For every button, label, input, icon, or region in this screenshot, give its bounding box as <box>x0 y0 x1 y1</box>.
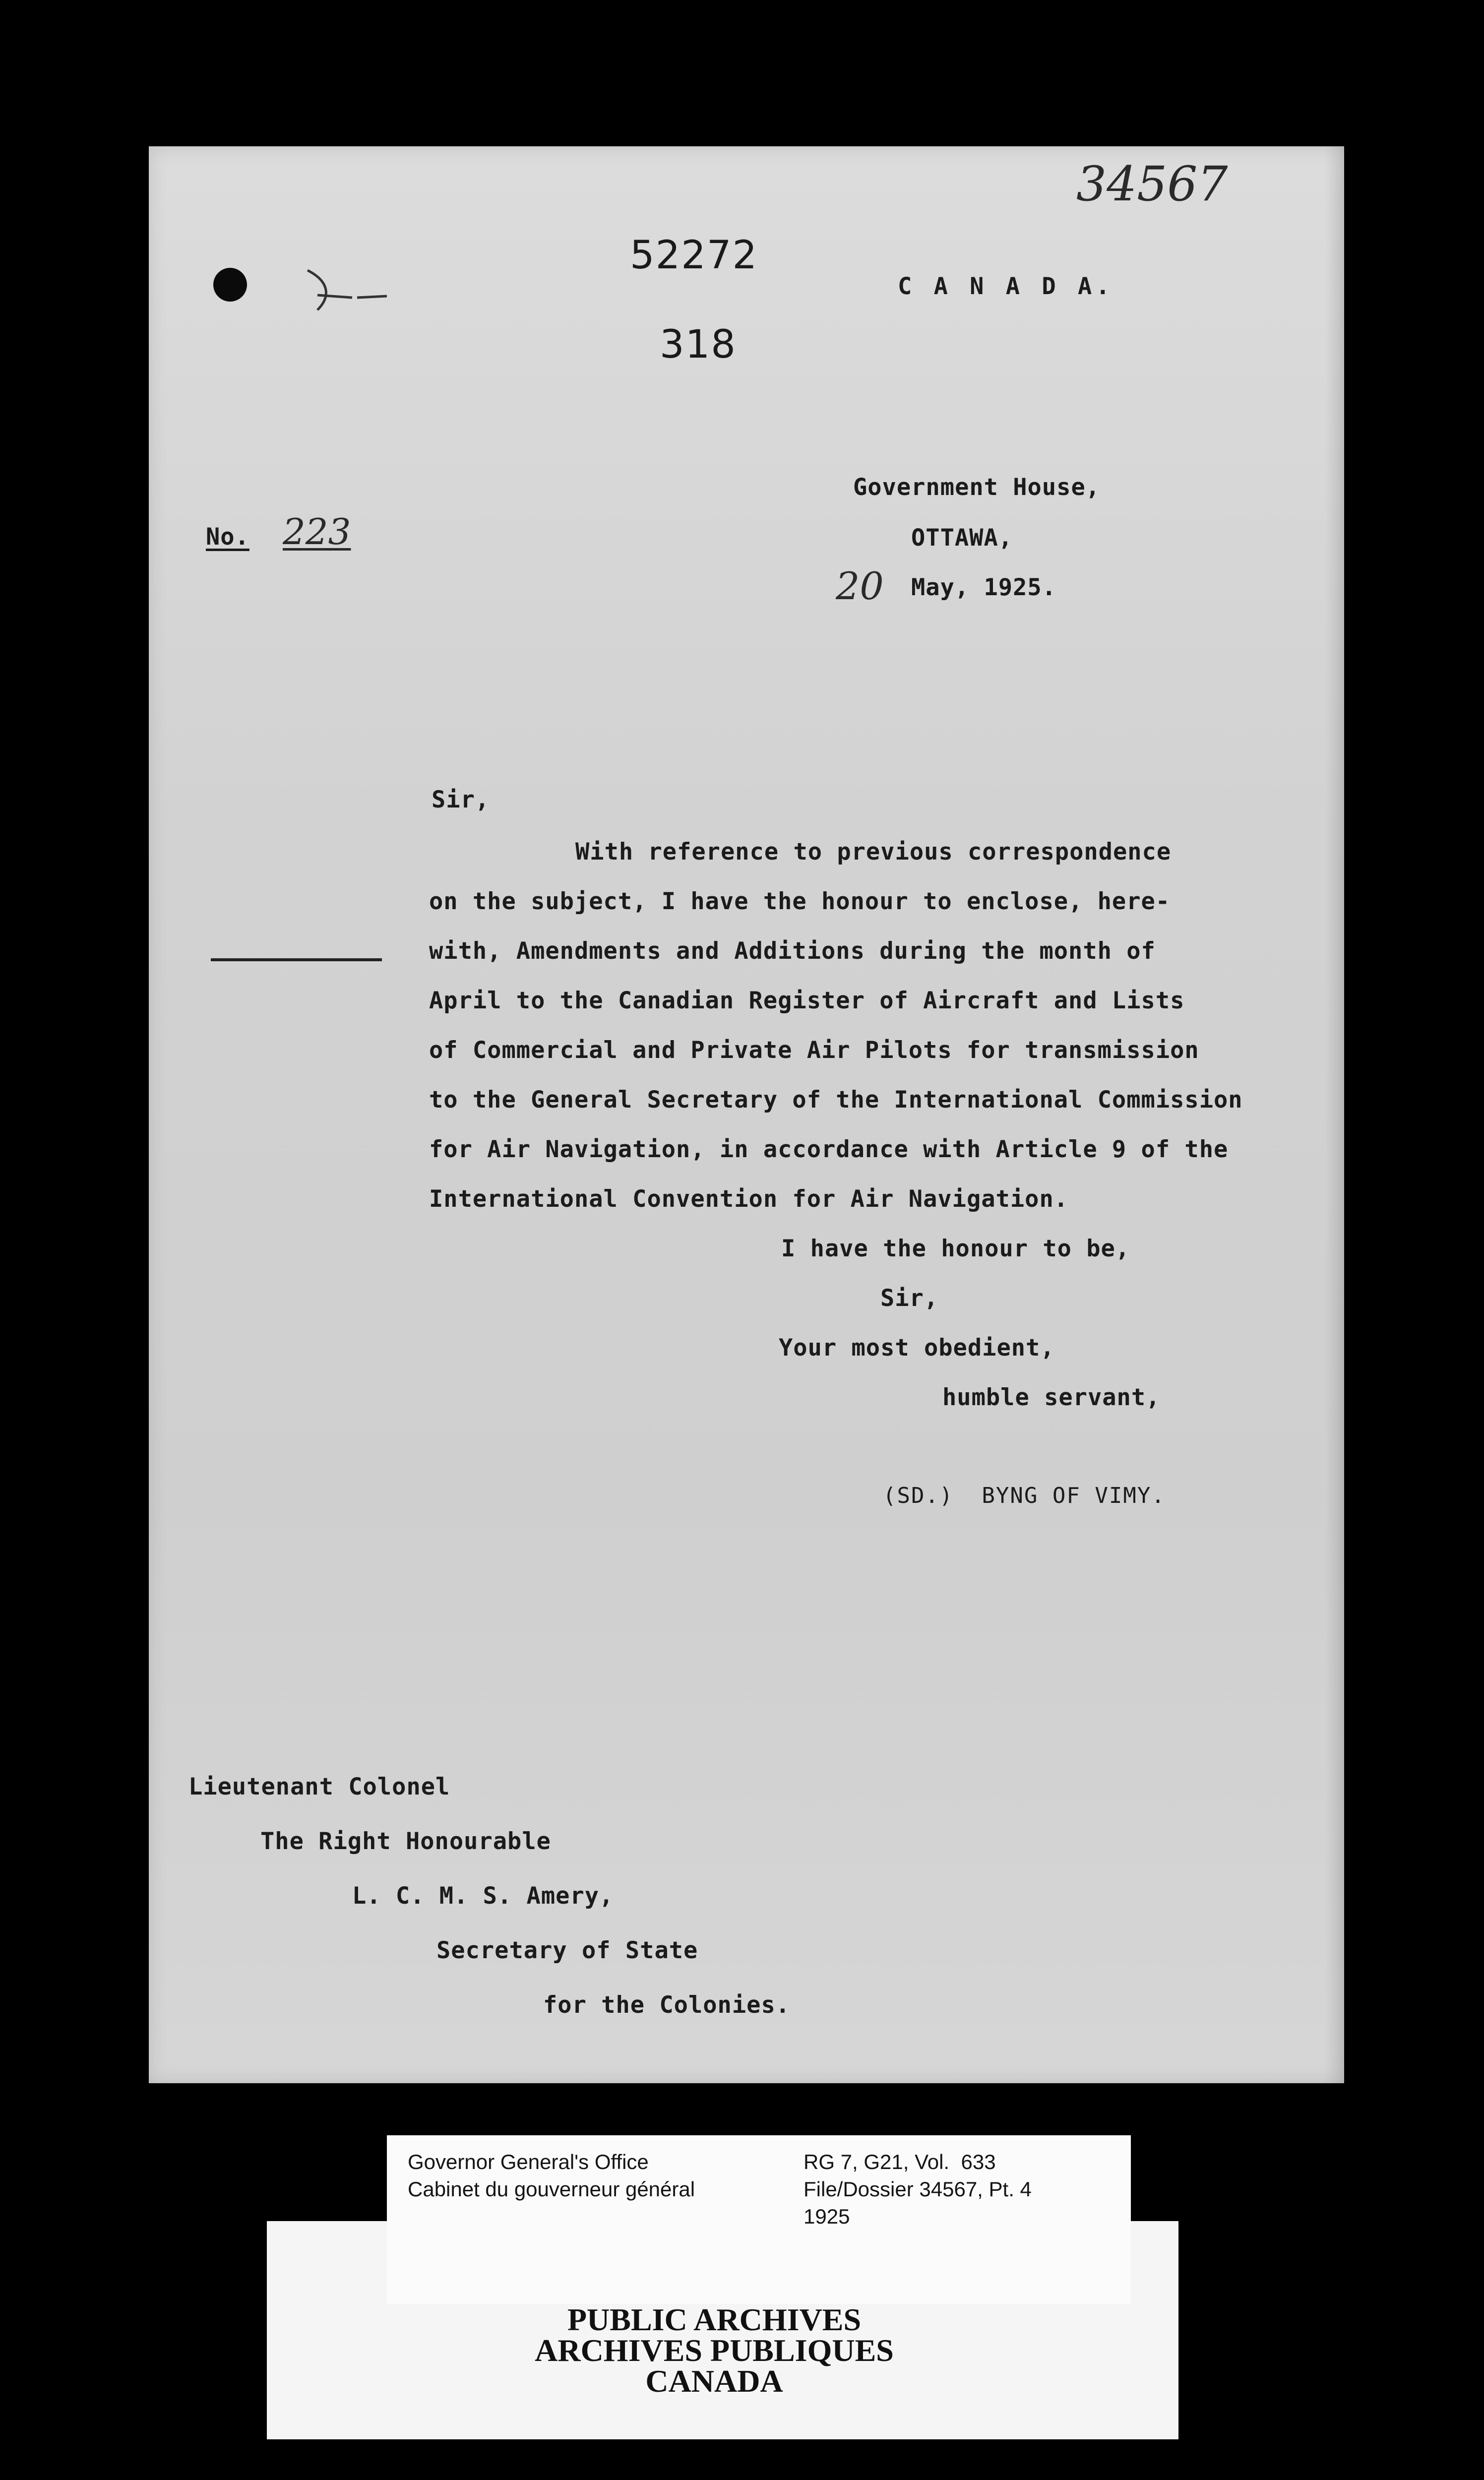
closing-line: Your most obedient, <box>779 1334 1055 1362</box>
page-edge-shadow <box>1324 146 1344 2083</box>
office-name-fr: Cabinet du gouverneur général <box>408 2177 695 2201</box>
handwritten-mark <box>298 250 397 320</box>
body-line: with, Amendments and Additions during the month of <box>429 937 1156 965</box>
registry-stamp-number: 52272 <box>630 233 758 278</box>
addressee-line: The Right Honourable <box>260 1828 551 1855</box>
body-line: International Convention for Air Navigation. <box>429 1185 1069 1213</box>
body-line: on the subject, I have the honour to enclose, here- <box>429 888 1171 915</box>
body-line: to the General Secretary of the International Commission <box>429 1086 1243 1114</box>
address-line: Government House, <box>853 474 1101 501</box>
body-line: April to the Canadian Register of Aircraft and Lists <box>429 987 1185 1014</box>
archive-reference: RG 7, G21, Vol. 633 <box>804 2150 996 2173</box>
archives-title-country: CANADA <box>645 2363 783 2399</box>
country-heading: C A N A D A. <box>898 273 1114 300</box>
salutation: Sir, <box>432 786 490 813</box>
addressee-line: L. C. M. S. Amery, <box>352 1882 614 1910</box>
archives-title-en: PUBLIC ARCHIVES <box>567 2302 862 2337</box>
body-line: for Air Navigation, in accordance with Article 9 of the <box>429 1136 1229 1163</box>
letter-page <box>149 146 1344 2083</box>
letter-number-prefix: No. <box>206 523 249 551</box>
closing-line: humble servant, <box>942 1384 1161 1411</box>
punch-hole <box>213 268 247 302</box>
margin-line <box>211 958 382 961</box>
body-line: With reference to previous correspondence <box>575 838 1172 866</box>
addressee-line: Lieutenant Colonel <box>188 1773 450 1800</box>
date-text: May, 1925. <box>911 574 1056 601</box>
archive-file: File/Dossier 34567, Pt. 4 <box>804 2177 1032 2201</box>
addressee-line: for the Colonies. <box>543 1991 791 2019</box>
handwritten-file-number: 34567 <box>1076 156 1228 212</box>
addressee-line: Secretary of State <box>436 1937 698 1964</box>
archives-title-fr: ARCHIVES PUBLIQUES <box>535 2333 894 2368</box>
signature: (SD.) BYNG OF VIMY. <box>883 1483 1166 1508</box>
address-city: OTTAWA, <box>911 524 1013 552</box>
registry-sub-number: 318 <box>660 322 737 367</box>
closing-line: I have the honour to be, <box>781 1235 1130 1262</box>
archive-year: 1925 <box>804 2205 850 2228</box>
closing-line: Sir, <box>880 1285 939 1312</box>
body-line: of Commercial and Private Air Pilots for transmission <box>429 1037 1199 1064</box>
letter-number: 223 <box>283 511 351 553</box>
office-name-en: Governor General's Office <box>408 2150 649 2173</box>
date-day: 20 <box>836 564 884 608</box>
